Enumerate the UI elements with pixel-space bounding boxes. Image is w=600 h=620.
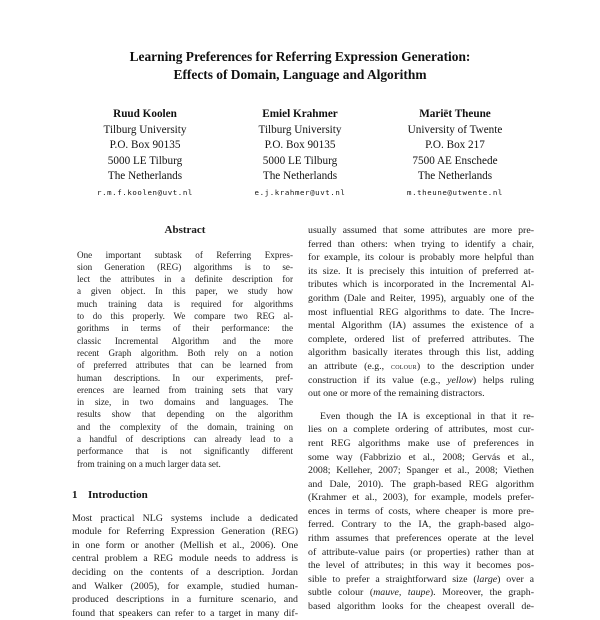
text-line: its size. It is precisely this intuition of preferred at- bbox=[308, 265, 534, 277]
text-span: ). Moreover, the graph- bbox=[429, 587, 534, 599]
author-affiliation: University of Twente bbox=[407, 123, 503, 136]
text-line: and Dale, 2010). The graph-based REG algorithm bbox=[308, 478, 534, 490]
text-span: ) helps ruling bbox=[472, 374, 534, 386]
text-span: construction if its value (e.g., bbox=[308, 374, 448, 386]
author-email[interactable]: r.m.f.koolen@uvt.nl bbox=[97, 187, 193, 197]
text-line: classic Incremental Algorithm and the more bbox=[77, 335, 293, 346]
right-column bbox=[308, 224, 534, 614]
section-heading bbox=[72, 489, 298, 503]
text-line bbox=[308, 360, 534, 374]
introduction-body bbox=[72, 512, 298, 620]
text-span: subtle colour ( bbox=[308, 587, 374, 599]
text-line: the level of attributes; in this way it becomes pos- bbox=[308, 560, 534, 572]
text-line bbox=[308, 374, 534, 388]
text-line: deciding on the contents of a description. Jordan bbox=[72, 566, 298, 578]
text-line: results show that depending on the algorithm bbox=[77, 409, 293, 420]
text-line: out one or more of the remaining distractors. bbox=[308, 388, 485, 400]
author-city: 7500 AE Enschede bbox=[412, 154, 498, 167]
section-title: Introduction bbox=[88, 488, 148, 501]
author-country: The Netherlands bbox=[107, 170, 183, 183]
author-affiliation: Tilburg University bbox=[103, 123, 187, 136]
paper-title bbox=[0, 48, 600, 84]
text-line: performance that is not significantly different bbox=[77, 446, 293, 457]
text-line: rent REG algorithms make use of preferences in bbox=[308, 437, 534, 449]
attribute-value: yellow bbox=[447, 374, 473, 386]
attribute-value: large bbox=[476, 573, 498, 585]
author-address: P.O. Box 90135 bbox=[109, 139, 181, 152]
text-line: produced descriptions in a furniture scenario, and bbox=[72, 594, 298, 606]
text-line: Even though the IA is exceptional in that it re- bbox=[320, 410, 534, 422]
text-line: a handful of descriptions can already lead to a bbox=[77, 434, 293, 445]
text-line: central problem a REG module needs to address is bbox=[72, 553, 298, 565]
text-line: found that speakers can refer to a target in many dif- bbox=[72, 607, 298, 619]
text-span: an attribute (e.g., bbox=[308, 360, 392, 372]
text-line: usually assumed that some attributes are more pre- bbox=[308, 225, 534, 236]
text-line: in one form or another (Mellish et al., 2006). One bbox=[72, 539, 298, 551]
author-address: P.O. Box 90135 bbox=[264, 139, 336, 152]
text-line: lies on a complete ordering of attributes, most cur- bbox=[308, 424, 534, 436]
author-name: Mariët Theune bbox=[419, 108, 491, 120]
text-line: in size, in two domains and languages. The bbox=[77, 397, 293, 408]
text-line: a given object. In this paper, we study how bbox=[77, 286, 293, 297]
text-line: rithm assumes that preferences operate at the level bbox=[308, 533, 534, 545]
attribute-value: mauve, taupe bbox=[373, 587, 430, 599]
text-line: sion Generation (REG) algorithms is to se- bbox=[77, 261, 293, 272]
text-line: and the complexity of the domain, training on bbox=[77, 421, 293, 432]
text-line: (Krahmer et al., 2003), for example, models prefer- bbox=[308, 492, 534, 504]
text-line: of preferred attributes that can be learned from bbox=[77, 360, 293, 371]
text-line: Most practical NLG systems include a dedicated bbox=[72, 512, 298, 524]
attribute-name: colour bbox=[391, 360, 417, 371]
text-span: sible to prefer a straightforward size ( bbox=[308, 573, 477, 585]
author-block-3 bbox=[375, 107, 535, 200]
text-line: mental Algorithm (IA) assumes the existence of a bbox=[308, 320, 534, 332]
paragraph bbox=[308, 224, 534, 401]
text-line: to do this properly. We compare two REG al- bbox=[77, 311, 293, 322]
text-line bbox=[308, 586, 534, 600]
text-span: ) to the description under bbox=[416, 360, 534, 372]
text-line: for example, its colour is probably more helpful than bbox=[308, 252, 534, 264]
text-line: human descriptions. In our experiments, pref- bbox=[77, 372, 293, 383]
author-city: 5000 LE Tilburg bbox=[107, 154, 183, 167]
text-line: some way (Fabbrizio et al., 2008; Gervás et al., bbox=[308, 451, 534, 463]
text-line: complete, ordered list of preferred attributes. The bbox=[308, 333, 534, 345]
text-line: algorithm basically iterates through this list, adding bbox=[308, 347, 534, 359]
text-line: module for Referring Expression Generation (REG) bbox=[72, 526, 298, 538]
text-line: from training on a much larger data set. bbox=[77, 458, 221, 469]
author-address: P.O. Box 217 bbox=[425, 139, 485, 152]
author-name: Ruud Koolen bbox=[113, 108, 177, 120]
text-line: gorithm (Dale and Reiter, 1995), arguably one of the bbox=[308, 292, 534, 304]
author-name: Emiel Krahmer bbox=[262, 108, 338, 120]
text-line: erences are learned from training sets that vary bbox=[77, 384, 293, 395]
text-line: and Walker (2005), for example, studied human- bbox=[72, 580, 298, 592]
author-country: The Netherlands bbox=[417, 170, 493, 183]
text-line: of attribute-value pairs (or properties) rather than at bbox=[308, 546, 534, 558]
paragraph bbox=[308, 410, 534, 614]
text-line: based algorithm looks for the cheapest overall de- bbox=[308, 601, 534, 613]
text-line: ferred than others: when trying to identify a chair, bbox=[308, 238, 534, 250]
text-line: One important subtask of Referring Expres- bbox=[77, 249, 293, 260]
text-span: ) over a bbox=[497, 573, 534, 585]
text-line: tributes which is incorporated in the Incremental Al- bbox=[308, 279, 534, 291]
text-line bbox=[308, 573, 534, 587]
abstract-body bbox=[72, 249, 298, 470]
section-number: 1 bbox=[72, 488, 78, 501]
abstract-heading: Abstract bbox=[164, 224, 206, 236]
title-line-1: Learning Preferences for Referring Expression Generation: bbox=[129, 49, 471, 64]
author-country: The Netherlands bbox=[262, 170, 338, 183]
text-line: most influential REG algorithms to date. The Incre- bbox=[308, 306, 534, 318]
author-block-1 bbox=[65, 107, 225, 200]
author-affiliation: Tilburg University bbox=[258, 123, 342, 136]
author-email[interactable]: m.theune@utwente.nl bbox=[407, 187, 503, 197]
left-column bbox=[72, 224, 298, 620]
text-line: much training data is required for algorithms bbox=[77, 298, 293, 309]
author-city: 5000 LE Tilburg bbox=[262, 154, 338, 167]
author-email[interactable]: e.j.krahmer@uvt.nl bbox=[254, 187, 346, 197]
text-line: gorithms in terms of their performance: the bbox=[77, 323, 293, 334]
author-block-2 bbox=[220, 107, 380, 200]
title-line-2: Effects of Domain, Language and Algorithm bbox=[173, 67, 427, 82]
text-line: recent Graph algorithm. Both rely on a notion bbox=[77, 347, 293, 358]
text-line: ences in terms of costs, where cheaper is more pre- bbox=[308, 505, 534, 517]
text-line: 2008; Kelleher, 2007; Spanger et al., 2008; Viethen bbox=[308, 465, 534, 477]
text-line: ferred. Contrary to the IA, the graph-based algo- bbox=[308, 519, 534, 531]
text-line: lect the attributes in a definite description for bbox=[77, 274, 293, 285]
